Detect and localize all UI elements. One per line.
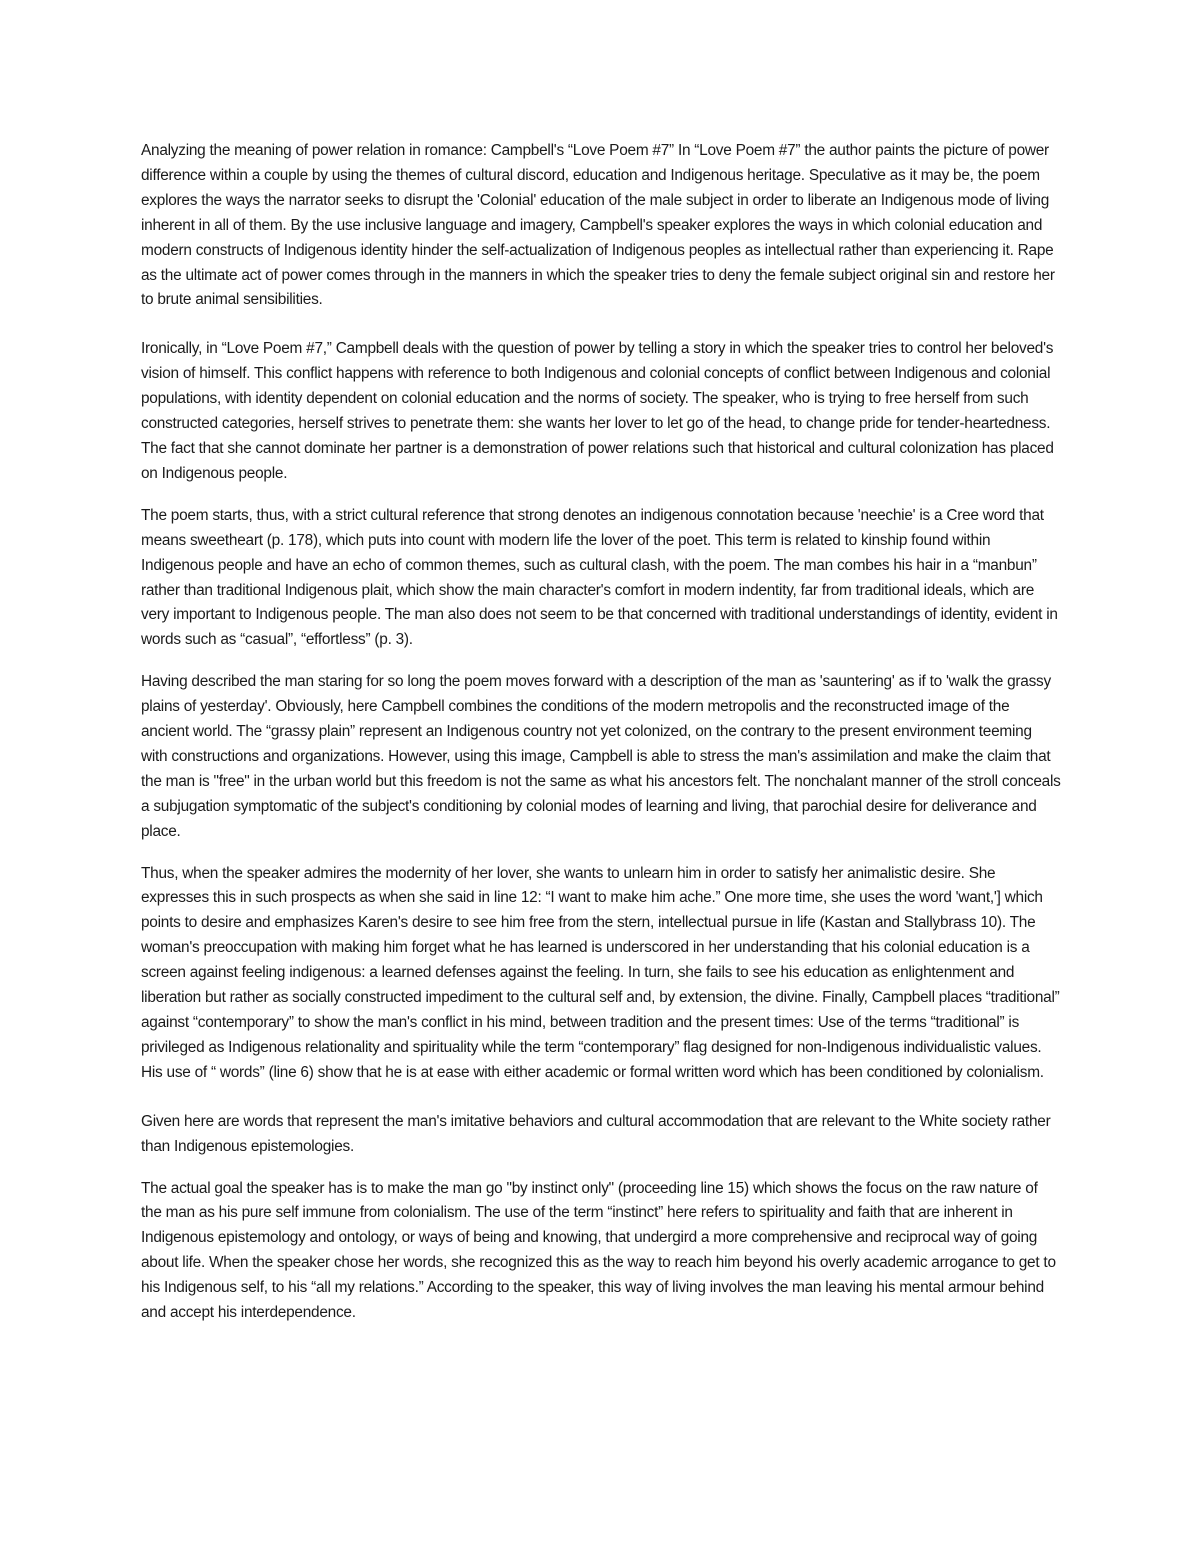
paragraph-intro: Analyzing the meaning of power relation in romance: Campbell's “Love Poem #7” In “Love Poem #7” the author paints the picture of power difference within a couple by using the themes of cultural discord, education and Indigenous heritage. Speculative as it may be, the poem explores the ways the narrator seeks to disrupt the 'Colonial' education of the male subject in order to liberate an Indigenous mode of living inherent in all of them. By the use inclusive language and imagery, Campbell's speaker explores the ways in which colonial education and modern constructs of Indigenous identity hinder the self-actualization of Indigenous peoples as intellectual rather than experiencing it. Rape as the ultimate act of power comes through in the manners in which the speaker tries to deny the female subject original sin and restore her to brute animal sensibilities. (141, 142, 1055, 309)
paragraph-speaker-admires: Thus, when the speaker admires the modernity of her lover, she wants to unlearn him in order to satisfy her animalistic desire. She expresses this in such prospects as when she said in line 12: “I want to make him ache.” One more time, she uses the word 'want,'] which points to desire and emphasizes Karen's desire to see him free from the stern, intellectual pursue in life (Kastan and Stallybrass 10). The woman's preoccupation with making him forget what he has learned is underscored in her understanding that his colonial education is a screen against feeling indigenous: a learned defenses against the feeling. In turn, she fails to see his education as enlightenment and liberation but rather as socially constructed impediment to the cultural self and, by extension, the divine. Finally, Campbell places “traditional” against “contemporary” to show the man's conflict in his mind, between tradition and the present times: Use of the terms “traditional” is privileged as Indigenous relationality and spirituality while the term “contemporary” flag designed for non-Indigenous individualistic values. His use of “ words” (line 6) show that he is at ease with either academic or formal written word which has been conditioned by colonialism. (141, 864, 1060, 1081)
document-page (141, 139, 1061, 1326)
paragraph-ironically: Ironically, in “Love Poem #7,” Campbell deals with the question of power by telling a story in which the speaker tries to control her beloved's vision of himself. This conflict happens with reference to both Indigenous and colonial concepts of conflict between Indigenous and colonial populations, with identity dependent on colonial education and the norms of society. The speaker, who is trying to free herself from such constructed categories, herself strives to penetrate them: she wants her lover to let go of the head, to change pride for tender-heartedness. The fact that she cannot dominate her partner is a demonstration of power relations such that historical and cultural colonization has placed on Indigenous people. (141, 340, 1054, 482)
paragraph-words: Given here are words that represent the man's imitative behaviors and cultural accommodation that are relevant to the White society rather than Indigenous epistemologies. (141, 1112, 1051, 1155)
paragraph-poem-starts: The poem starts, thus, with a strict cultural reference that strong denotes an indigenous connotation because 'neechie' is a Cree word that means sweetheart (p. 178), which puts into count with modern life the lover of the poet. This term is related to kinship found within Indigenous people and have an echo of common themes, such as cultural clash, with the poem. The man combes his hair in a “manbun” rather than traditional Indigenous plait, which show the main character's comfort in modern indentity, far from traditional ideals, which are very important to Indigenous people. The man also does not seem to be that concerned with traditional understandings of identity, evident in words such as “casual”, “effortless” (p. 3). (141, 506, 1058, 649)
paragraph-instinct: The actual goal the speaker has is to make the man go "by instinct only" (proceeding line 15) which shows the focus on the raw nature of the man as his pure self immune from colonialism. The use of the term “instinct” here refers to spirituality and faith that are inherent in Indigenous epistemology and ontology, or ways of being and knowing, that undergird a more comprehensive and reciprocal way of going about life. When the speaker chose her words, she recognized this as the way to reach him beyond his overly academic arrogance to get to his Indigenous self, to his “all my relations.” According to the speaker, this way of living involves the man leaving his mental armour behind and accept his interdependence. (141, 1179, 1056, 1322)
paragraph-sauntering: Having described the man staring for so long the poem moves forward with a description of the man as 'sauntering' as if to 'walk the grassy plains of yesterday'. Obviously, here Campbell combines the conditions of the modern metropolis and the reconstructed image of the ancient world. The “grassy plain” represent an Indigenous country not yet colonized, on the contrary to the present environment teeming with constructions and organizations. However, using this image, Campbell is able to stress the man's assimilation and make the claim that the man is "free" in the urban world but this freedom is not the same as what his ancestors felt. The nonchalant manner of the stroll conceals a subjugation symptomatic of the subject's conditioning by colonial modes of learning and living, that parochial desire for deliverance and place. (141, 673, 1061, 840)
